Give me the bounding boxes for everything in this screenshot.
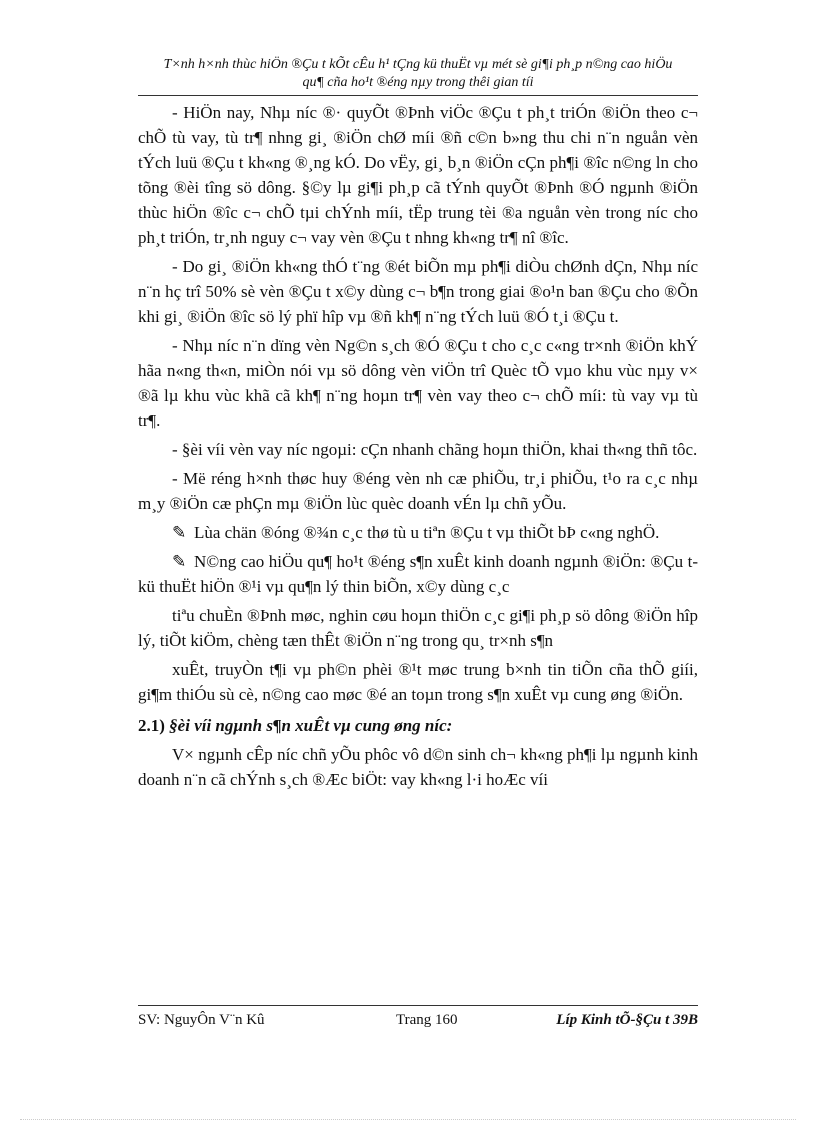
footer-class: Líp Kinh tÕ-§Çu t 39B — [556, 1012, 698, 1028]
footer-page-number: Trang 160 — [396, 1012, 458, 1028]
bullet-paragraph — [138, 520, 698, 545]
paragraph: - Do gi¸ ®iÖn kh«ng thÓ t¨ng ®ét biÕn mµ ph¶i diÒu chØnh dÇn, Nhµ níc n¨n hç trî 50% sè vèn ®Çu t x©y dùng c¬ b¶n trong giai ®o¹n ban ®Çu cho ®Õn khi gi¸ ®iÖn ®îc sö lý phï hîp vµ ®ñ kh¶ n¨ng tÝch luü ®Ó t¸i ®Çu t. — [138, 257, 698, 326]
paragraph: - Nhµ níc n¨n dïng vèn Ng©n s¸ch ®Ó ®Çu t cho c¸c c«ng tr×nh ®iÖn khÝ hãa n«ng th«n, miÒn nói vµ sö dông vèn viÖn trî Quèc tÕ vµo khu vùc nµy v× ®ã lµ khu vùc khã cã kh¶ n¨ng hoµn tr¶ vèn vay theo c¬ chÕ míi: tù vay vµ tù tr¶. — [138, 336, 698, 430]
bullet-paragraph — [138, 549, 698, 599]
paragraph: - §èi víi vèn vay níc ngoµi: cÇn nhanh chãng hoµn thiÖn, khai th«ng thñ tôc. — [172, 440, 698, 459]
paragraph: - HiÖn nay, Nhµ níc ®· quyÕt ®Þnh viÖc ®Çu t ph¸t triÓn ®iÖn theo c¬ chÕ tù vay, tù tr¶ nhng gi¸ ®iÖn chØ míi ®ñ c©n b»ng thu chi n¨n nguån vèn tÝch luü ®Çu t kh«ng ®¸ng kÓ. Do vËy, gi¸ b¸n ®iÖn cÇn ph¶i ®îc n©ng ln cho tõng ®èi tîng sö dông. §©y lµ gi¶i ph¸p cã tÝnh quyÕt ®Þnh ®Ó ngµnh ®iÖn thùc hiÖn ®îc c¬ chÕ tµi chÝnh míi, tËp trung tèi ®a nguån vèn trong níc cho ph¸t triÓn, tr¸nh nguy c¬ vay vèn ®Çu t nhng kh«ng tr¶ nî ®îc. — [138, 103, 698, 247]
section-title: §èi víi ngµnh s¶n xuÊt vµ cung øng níc: — [169, 716, 453, 735]
header-line-2: qu¶ cña ho¹t ®éng nµy trong thêi gian tíi — [302, 75, 534, 90]
paragraph: xuÊt, truyÒn t¶i vµ ph©n phèi ®¹t møc trung b×nh tin tiÕn cña thÕ giíi, gi¶m thiÓu sù cè, n©ng cao møc ®é an toµn trong s¶n xuÊt vµ cung øng ®iÖn. — [138, 660, 698, 704]
header-line-1: T×nh h×nh thùc hiÖn ®Çu t kÕt cÊu h¹ tÇng kü thuËt vµ mét sè gi¶i ph¸p n©ng cao hiÖu — [163, 57, 673, 72]
header-rule — [138, 95, 698, 96]
page-bottom-border — [20, 1119, 796, 1120]
paragraph: V× ngµnh cÊp níc chñ yÕu phôc vô d©n sinh ch¬ kh«ng ph¶i lµ ngµnh kinh doanh n¨n cã chÝnh s¸ch ®Æc biÖt: vay kh«ng l·i hoÆc víi — [138, 745, 698, 789]
bullet-text: Lùa chän ®óng ®¾n c¸c thø tù u tiªn ®Çu t vµ thiÕt bÞ c«ng nghÖ. — [194, 523, 660, 542]
pencil-bullet-icon: ✎ — [172, 552, 187, 571]
section-number: 2.1) — [138, 716, 165, 735]
footer-rule — [138, 1005, 698, 1006]
footer-author: SV: NguyÔn V¨n Kû — [138, 1012, 265, 1028]
paragraph: tiªu chuÈn ®Þnh møc, nghin cøu hoµn thiÖn c¸c gi¶i ph¸p sö dông ®iÖn hîp lý, tiÕt kiÖm, chèng tæn thÊt ®iÖn n¨ng trong qu¸ tr×nh s¶n — [138, 606, 698, 650]
paragraph: - Më réng h×nh thøc huy ®éng vèn nh cæ phiÕu, tr¸i phiÕu, t¹o ra c¸c nhµ m¸y ®iÖn cæ phÇn mµ ®iÖn lùc quèc doanh vÉn lµ chñ yÕu. — [138, 469, 698, 513]
bullet-text: N©ng cao hiÖu qu¶ ho¹t ®éng s¶n xuÊt kinh doanh ngµnh ®iÖn: ®Çu t kü thuËt hiÖn ®¹i vµ qu¶n lý thin biÕn, x©y dùng c¸c — [138, 552, 698, 596]
running-header — [138, 56, 698, 92]
pencil-bullet-icon: ✎ — [172, 523, 187, 542]
section-heading — [138, 713, 698, 738]
body-text — [138, 100, 698, 796]
